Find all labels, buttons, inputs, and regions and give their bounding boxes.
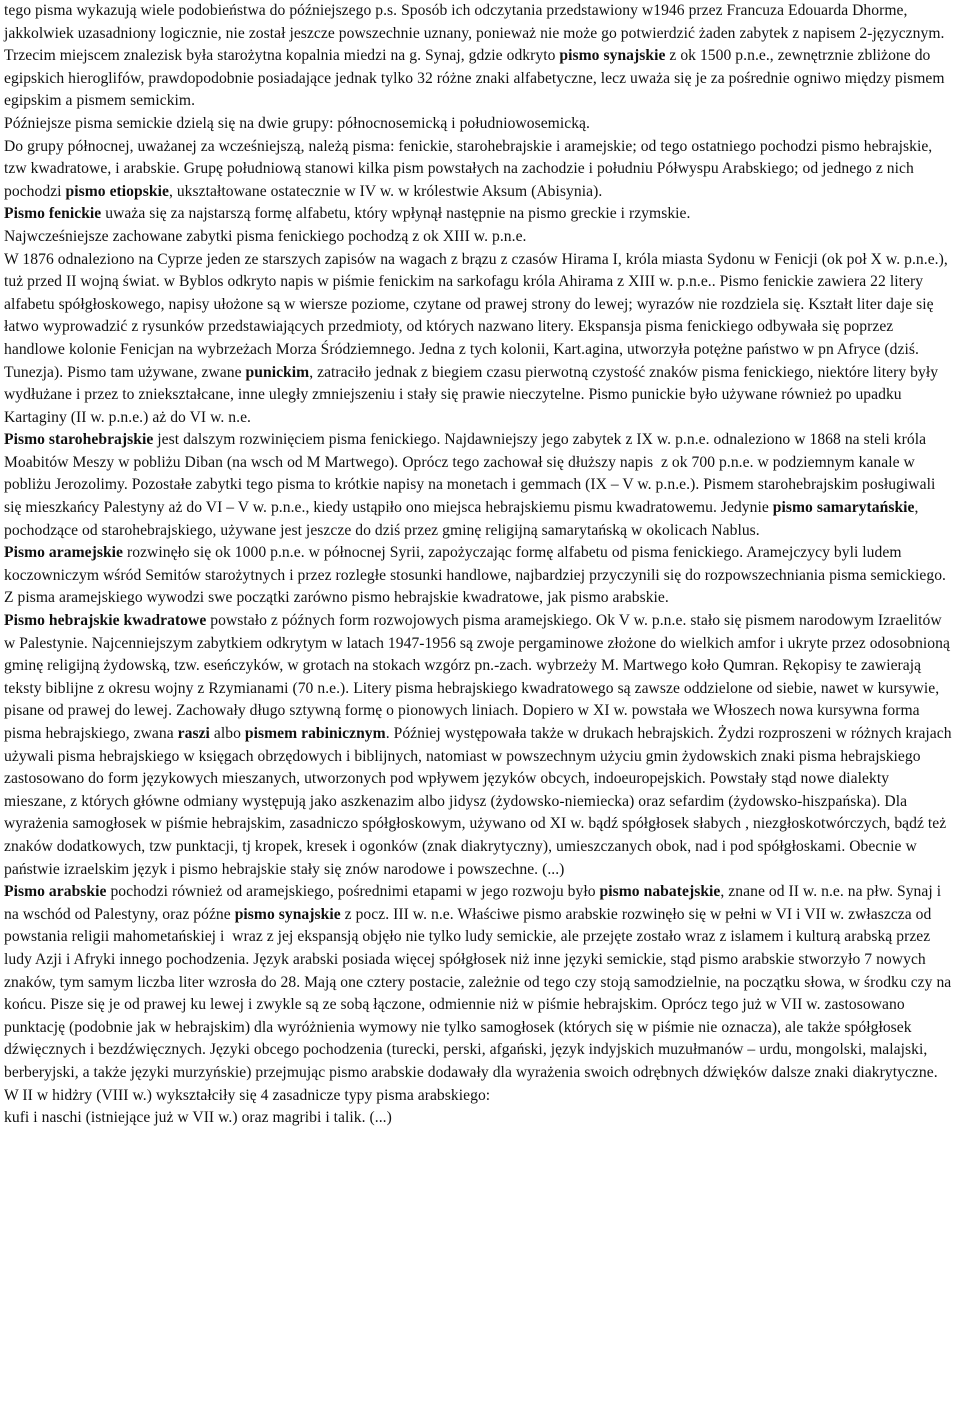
text-paragraph (4, 610, 955, 881)
bold-term: pismo nabatejskie (599, 883, 721, 901)
text-segment: , ukształtowane ostatecznie w IV w. w królestwie Aksum (Abisynia). (168, 182, 603, 200)
text-segment: uważa się za najstarszą formę alfabetu, który wpłynął następnie na pismo greckie i rzymskie. (101, 205, 691, 223)
bold-term: pismo etiopskie (65, 182, 169, 200)
text-segment: z pocz. III w. n.e. Właściwe pismo arabskie rozwinęło się w pełni w VI i VII w. zwłaszcza od powstania religii mahometańskiej i wraz z jej ekspansją objęło nie tylko ludy semickie, ale przejęte zostało wraz z islamem i kulturą arabską przez ludy Azji i Afryki innego pochodzenia. Język arabski posiada więcej spółgłosek niż inne języki semickie, stąd pismo arabskie stworzyło 7 nowych znaków, tym samym liczba liter wzrosła do 28. Mają one cztery postacie, zależnie od tego czy stoją samodzielnie, na początku słowa, w środku czy na końcu. Pisze się je od prawej ku lewej i zwykle są ze sobą łączone, odmiennie niż w piśmie hebrajskim. Oprócz tego już w VII w. zastosowano punktację (podobnie jak w hebrajskim) dla wyróżnienia wymowy nie tylko samogłosek (których się w piśmie nie oznacza), ale także spółgłosek dźwięcznych i bezdźwięcznych. Języki obcego pochodzenia (turecki, perski, afgański, język indyjskich muzułmanów – urdu, mongolski, malajski, berberyjski, a także języki murzyńskie) przejmując pismo arabskie dodawały dla wyrażenia swoich odrębnych dźwięków dalsze znaki diakrytyczne. W II w hidżry (VIII w.) wykształciły się 4 zasadnicze typy pisma arabskiego: (4, 905, 956, 1104)
text-segment: Najwcześniejsze zachowane zabytki pisma fenickiego pochodzą z ok XIII w. p.n.e. (4, 227, 527, 245)
bold-term: pismo samarytańskie (772, 499, 915, 517)
text-paragraph (4, 881, 955, 1107)
text-paragraph (4, 203, 955, 226)
bold-term: Pismo arabskie (4, 883, 107, 901)
text-paragraph (4, 1107, 955, 1130)
text-segment: , znane od II w. n.e. na płw. Synaj i na wschód od Palestyny, oraz późne (4, 883, 946, 923)
text-segment: Późniejsze pisma semickie dzielą się na dwie grupy: północnosemicką i południowosemicką. (4, 114, 590, 132)
text-segment: rozwinęło się ok 1000 p.n.e. w północnej Syrii, zapożyczając formę alfabetu od pisma fenickiego. Aramejczycy byli ludem koczowniczym wśród Semitów starożytnych i przez rozległe stosunki handlowe, najbardziej przyczynili się do rozpowszechniania pisma semickiego. Z pisma aramejskiego wywodzi swe początki zarówno pismo hebrajskie kwadratowe, jak pismo arabskie. (4, 544, 950, 607)
bold-term: pismo synajskie (234, 905, 341, 923)
bold-term: Pismo aramejskie (4, 544, 124, 562)
text-paragraph (4, 113, 955, 136)
text-paragraph (4, 136, 955, 204)
bold-term: pismem rabinicznym (244, 725, 386, 742)
text-segment: albo (209, 725, 245, 742)
bold-term: raszi (177, 725, 210, 742)
text-segment: . Później występowała także w drukach hebrajskich. Żydzi rozproszeni w różnych krajach używali pisma hebrajskiego w księgach obrzędowych i biblijnych, natomiast w powszechnym użyciu gmin żydowskich znaki pisma hebrajskiego zastosowano do form językowych mieszanych, utworzonych pod wpływem języków obcych, indoeuropejskich. Powstały stąd nowe dialekty mieszane, z których główne odmiany występują jako aszkenazim albo jidysz (żydowsko-niemiecka) oraz sefardim (żydowsko-hiszpańska). Dla wyrażenia samogłosek w piśmie hebrajskim, zasadniczo spółgłoskowym, używano od XI w. bądź spółgłosek słabych , niezgłoskotwórczych, bądź też znaków dodatkowych, tzw punktacji, tj kropek, kresek i ogonków (znak diakrytyczny), umieszczanych obok, nad i pod spółgłoskami. Obecnie w państwie izraelskim język i pismo hebrajskie stały się znów narodowe i powszechne. (...) (4, 725, 956, 878)
text-paragraph (4, 429, 955, 542)
text-segment: tego pisma wykazują wiele podobieństwa do późniejszego p.s. Sposób ich odczytania przedstawiony w1946 przez Francuza Edouarda Dhorme, jakkolwiek uzasadniony logicznie, nie został jeszcze powszechnie uznany, ponieważ nie może go potwierdzić żaden zabytek z napisem 2-języcznym. Trzecim miejscem znalezisk była starożytna kopalnia miedzi na g. Synaj, gdzie odkryto (4, 2, 949, 65)
text-segment: powstało z późnych form rozwojowych pisma aramejskiego. Ok V w. p.n.e. stało się pismem narodowym Izraelitów w Palestynie. Najcenniejszym zabytkiem odkrytym w latach 1947-1956 są zwoje pergaminowe złożone do wielkich amfor i ukryte przez odosobnioną gminę religijną żydowską, tzw. eseńczyków, w grotach na stokach wzgórz pn.-zach. wybrzeży M. Martwego koło Qumran. Rękopisy te zawierają teksty biblijne z okresu wojny z Rzymianami (70 n.e.). Litery pisma hebrajskiego kwadratowego są zawsze oddzielone od siebie, nawet w kursywie, pisane od prawej do lewej. Zachowały długo sztywną formę o pionowych liniach. Dopiero w XI w. powstała we Włoszech nowa kursywna forma pisma hebrajskiego, zwana (4, 612, 954, 742)
text-paragraph (4, 226, 955, 249)
bold-term: Pismo hebrajskie kwadratowe (4, 612, 207, 630)
text-paragraph (4, 249, 955, 430)
bold-term: pismo synajskie (559, 47, 666, 65)
text-segment: jest dalszym rozwinięciem pisma fenickiego. Najdawniejszy jego zabytek z IX w. p.n.e. odnaleziono w 1868 na steli króla Moabitów Meszy w pobliżu Diban (na wsch od M Martwego). Oprócz tego zachował się dłuższy napis z ok 700 p.n.e. w podziemnym kanale w pobliżu Jerozolimy. Pozostałe zabytki tego pisma to krótkie napisy na monetach i gemmach (IX – V w. p.n.e.). Pismem starohebrajskim posługiwali się mieszkańcy Palestyny aż do VI – V w. p.n.e., kiedy ustąpiło ono miejsca hebrajskiemu pismu kwadratowemu. Jedynie (4, 431, 940, 517)
text-segment: W 1876 odnaleziono na Cyprze jeden ze starszych zapisów na wagach z brązu z czasów Hirama I, króla miasta Sydonu w Fenicji (ok poł X w. p.n.e.), tuż przed II wojną świat. w Byblos odkryto napis w piśmie fenickim na sarkofagu króla Ahirama z XIII w. p.n.e.. Pismo fenickie zawiera 22 litery alfabetu spółgłoskowego, napisy ułożone są w wiersze poziome, czytane od prawej strony do lewej; wyrazów nie rozdziela się. Kształt liter daje się łatwo wyprowadzić z rysunków przedstawiających przedmioty, od których nazwano litery. Ekspansja pisma fenickiego odbywała się poprzez handlowe kolonie Fenicjan na wybrzeżach Morza Śródziemnego. Jedna z tych kolonii, Kart.agina, utworzyła potężne państwo w pn Afryce (dziś. Tunezja). Pismo tam używane, zwane (4, 250, 952, 381)
text-segment: pochodzi również od aramejskiego, pośrednimi etapami w jego rozwoju było (106, 883, 600, 901)
text-segment: Do grupy północnej, uważanej za wcześniejszą, należą pisma: fenickie, starohebrajskie i aramejskie; od tego ostatniego pochodzi pismo hebrajskie, tzw kwadratowe, i arabskie. Grupę południową stanowi kilka pism powstałych na zachodzie i południu Półwyspu Arabskiego; od jednego z nich pochodzi (4, 137, 937, 200)
text-paragraph (4, 542, 955, 610)
text-paragraph (4, 0, 955, 113)
text-segment: z ok 1500 p.n.e., zewnętrznie zbliżone do egipskich hieroglifów, prawdopodobnie posiadające jednak tylko 32 różne znaki alfabetyczne, lecz uważa się je za pośrednie ogniwo między pismem egipskim a pismem semickim. (4, 47, 949, 110)
bold-term: Pismo starohebrajskie (4, 431, 154, 449)
text-segment: , pochodzące od starohebrajskiego, używane jest jeszcze do dziś przez gminę religijną samarytańską w okolicach Nablus. (4, 499, 923, 539)
text-segment: , zatraciło jednak z biegiem czasu pierwotną czystość znaków pisma fenickiego, niektóre litery były wydłużane i przez to zniekształcane, inne uległy zmniejszeniu i stały się prawie nieczytelne. Pismo punickie było używane również po upadku Kartaginy (II w. p.n.e.) aż do VI w. n.e. (4, 363, 943, 426)
text-segment: kufi i naschi (istniejące już w VII w.) oraz magribi i talik. (...) (4, 1109, 392, 1127)
bold-term: Pismo fenickie (4, 205, 102, 223)
bold-term: punickim (245, 363, 310, 381)
